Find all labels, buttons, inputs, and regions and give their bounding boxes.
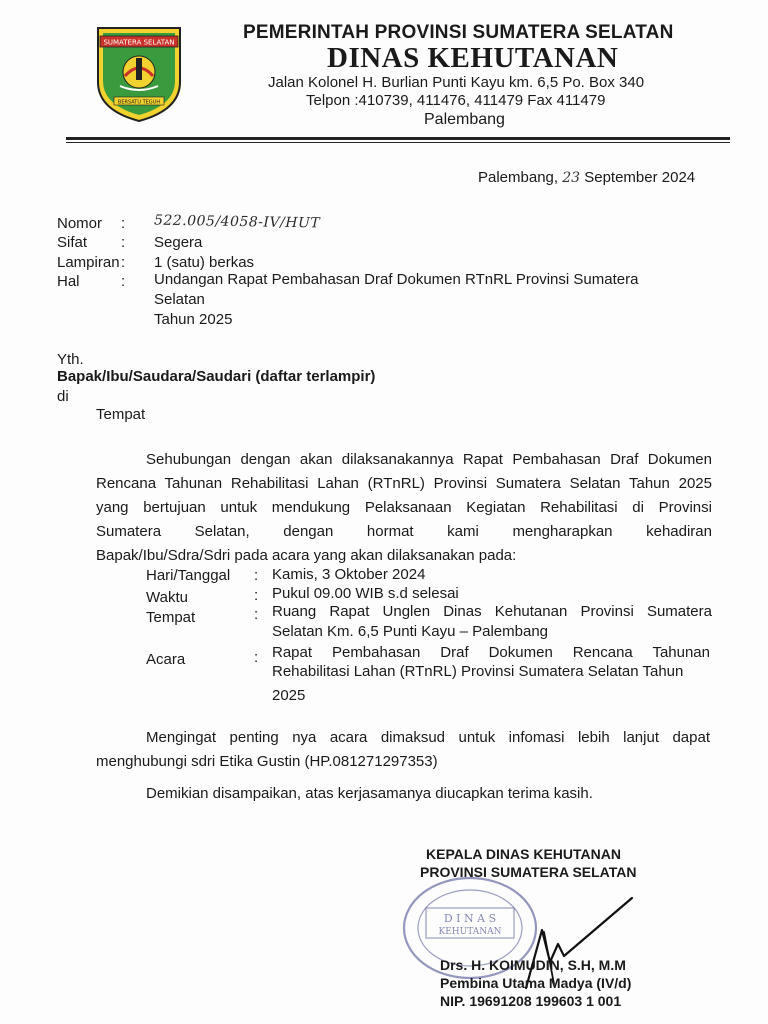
detail-acara-label: Acara	[146, 651, 186, 668]
recipient-addressee: Bapak/Ibu/Saudara/Saudari (daftar terlampir)	[57, 368, 376, 385]
date-place: Palembang,	[478, 169, 559, 186]
letter-date	[478, 168, 695, 188]
detail-tempat-colon: :	[254, 606, 259, 623]
signatory-title-2: PROVINSI SUMATERA SELATAN	[420, 864, 637, 880]
letterhead-agency: DINAS KEHUTANAN	[327, 42, 619, 74]
signatory-nip: NIP. 19691208 199603 1 001	[440, 993, 622, 1009]
logo-banner-top-text: SUMATERA SELATAN	[103, 38, 175, 47]
lampiran-value: 1 (satu) berkas	[154, 254, 255, 271]
stamp-line-2: KEHUTANAN	[438, 927, 502, 937]
body-p2-line-1: Mengingat penting nya acara dimaksud untuk infomasi lebih lanjut dapat	[146, 729, 710, 746]
sifat-label: Sifat	[57, 234, 88, 251]
stamp-line-1: D I N A S	[443, 912, 497, 925]
sifat-colon: :	[121, 234, 126, 251]
recipient-di: di	[57, 388, 69, 405]
detail-acara-line-1: Rapat Pembahasan Draf Dokumen Rencana Tahunan	[272, 644, 710, 661]
hal-label: Hal	[57, 273, 80, 290]
nomor-value-handwritten: 522.005/4058-IV/HUT	[153, 212, 321, 232]
detail-acara-colon: :	[254, 649, 259, 666]
signatory-title-1: KEPALA DINAS KEHUTANAN	[426, 846, 621, 862]
letterhead-city: Palembang	[424, 111, 505, 128]
province-emblem-logo	[92, 22, 186, 124]
recipient-place: Tempat	[96, 406, 146, 423]
detail-acara-line-3: 2025	[272, 687, 306, 704]
letterhead-government: PEMERINTAH PROVINSI SUMATERA SELATAN	[243, 22, 674, 43]
detail-tempat-label: Tempat	[146, 609, 196, 626]
detail-tempat-line-2: Selatan Km. 6,5 Punti Kayu – Palembang	[272, 623, 549, 640]
date-month-year: September 2024	[584, 169, 696, 186]
letterhead-rule-thin	[66, 142, 730, 143]
letterhead-phone: Telpon :410739, 411476, 411479 Fax 411479	[306, 92, 606, 109]
body-paragraph-1	[96, 448, 712, 568]
body-p2-line-2: menghubungi sdri Etika Gustin (HP.081271297353)	[96, 753, 438, 770]
detail-waktu-value: Pukul 09.00 WIB s.d selesai	[272, 585, 459, 602]
body-closing: Demikian disampaikan, atas kerjasamanya diucapkan terima kasih.	[146, 785, 593, 802]
nomor-colon: :	[121, 215, 126, 232]
lampiran-label: Lampiran	[57, 254, 120, 271]
body-p1-line-1: Sehubungan dengan akan dilaksanakannya Rapat Pembahasan Draf Dokumen	[146, 451, 712, 468]
hal-line-3: Tahun 2025	[154, 311, 233, 328]
hal-colon: :	[121, 273, 126, 290]
letterhead-address: Jalan Kolonel H. Burlian Punti Kayu km. 6,5 Po. Box 340	[268, 74, 645, 91]
detail-tempat-line-1	[272, 602, 712, 622]
detail-hari-label: Hari/Tanggal	[146, 567, 231, 584]
signatory-name: Drs. H. KOIMUDIN, S.H, M.M	[440, 957, 626, 973]
body-p1-line-3: yang bertujuan untuk mendukung Pelaksanaan Kegiatan Rehabilitasi di Provinsi	[96, 499, 712, 516]
body-p1-line-4: Sumatera Selatan, dengan hormat kami mengharapkan kehadiran	[96, 523, 712, 540]
nomor-label: Nomor	[57, 215, 103, 232]
hal-line-1: Undangan Rapat Pembahasan Draf Dokumen RTnRL Provinsi Sumatera	[154, 271, 639, 288]
date-day-handwritten: 23	[562, 170, 581, 186]
letterhead-rule-thick	[66, 137, 730, 140]
detail-acara-line-2: Rehabilitasi Lahan (RTnRL) Provinsi Sumatera Selatan Tahun	[272, 663, 684, 680]
detail-waktu-colon: :	[254, 587, 259, 604]
recipient-yth: Yth.	[57, 351, 84, 368]
detail-tempat-line-1-text: Ruang Rapat Unglen Dinas Kehutanan Provinsi Sumatera	[272, 603, 712, 620]
body-p1-line-2: Rencana Tahunan Rehabilitasi Lahan (RTnRL) Provinsi Sumatera Selatan Tahun 2025	[96, 475, 712, 492]
lampiran-colon: :	[121, 254, 126, 271]
logo-banner-bottom-text: BERSATU TEGUH	[117, 99, 161, 106]
detail-waktu-label: Waktu	[146, 589, 188, 606]
sifat-value: Segera	[154, 234, 203, 251]
body-p1-line-5: Bapak/Ibu/Sdra/Sdri pada acara yang akan dilaksanakan pada:	[96, 547, 517, 564]
detail-hari-colon: :	[254, 567, 259, 584]
signatory-rank: Pembina Utama Madya (IV/d)	[440, 975, 632, 991]
hal-line-2: Selatan	[154, 291, 205, 308]
detail-hari-value: Kamis, 3 Oktober 2024	[272, 566, 426, 583]
